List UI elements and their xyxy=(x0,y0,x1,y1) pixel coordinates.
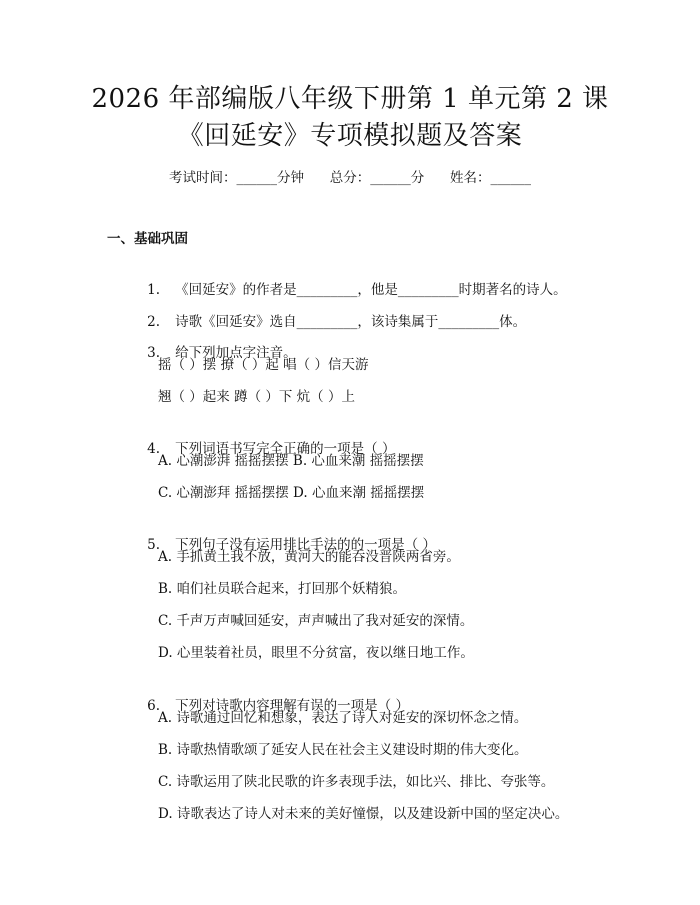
pinyin-line: 摇（ ）摆 撩（ ）起 唱（ ）信天游 xyxy=(158,357,369,373)
question-text: 《回延安》的作者是_________，他是_________时期著名的诗人。 xyxy=(175,282,567,298)
question-number: 2. xyxy=(147,314,161,330)
title-line-2: 《回延安》专项模拟题及答案 xyxy=(177,121,523,151)
option-d: D. 心里装着社员，眼里不分贫富，夜以继日地工作。 xyxy=(158,645,474,661)
question-text: 下列句子没有运用排比手法的的一项是（ ） xyxy=(175,537,436,553)
question-number: 5. xyxy=(147,537,161,553)
section-heading: 一、基础巩固 xyxy=(107,231,188,247)
question-number: 4. xyxy=(147,441,161,457)
option-c: C. 千声万声喊回延安，声声喊出了我对延安的深情。 xyxy=(158,613,474,629)
exam-meta: 考试时间：______分钟 总分：______分 姓名：______ xyxy=(169,170,531,186)
option-d: D. 诗歌表达了诗人对未来的美好憧憬，以及建设新中国的坚定决心。 xyxy=(158,806,569,822)
option-c: C. 诗歌运用了陕北民歌的许多表现手法，如比兴、排比、夸张等。 xyxy=(158,774,555,790)
question-text: 下列对诗歌内容理解有误的一项是（ ） xyxy=(175,698,409,714)
option-b: B. 咱们社员联合起来，打回那个妖精狼。 xyxy=(158,581,407,597)
question-number: 1. xyxy=(147,282,161,298)
question-text: 诗歌《回延安》选自_________，该诗集属于_________体。 xyxy=(175,314,527,330)
option-a: A. 诗歌通过回忆和想象，表达了诗人对延安的深切怀念之情。 xyxy=(158,710,528,726)
pinyin-line: 翘（ ）起来 蹲（ ）下 炕（ ）上 xyxy=(158,389,355,405)
option-line: C. 心潮澎拜 摇摇摆摆 D. 心血来潮 摇摇摆摆 xyxy=(158,485,425,501)
question-number: 3. xyxy=(147,345,161,361)
title-line-1: 2026 年部编版八年级下册第 1 单元第 2 课 xyxy=(91,84,609,114)
option-line: A. 心潮澎湃 摇摇摆摆 B. 心血来潮 摇摇摆摆 xyxy=(158,453,424,469)
option-b: B. 诗歌热情歌颂了延安人民在社会主义建设时期的伟大变化。 xyxy=(158,742,528,758)
option-a: A. 手抓黄土我不放，黄河大的能吞没晋陕两省旁。 xyxy=(158,549,460,565)
question-text: 给下列加点字注音。 xyxy=(175,345,297,361)
question-number: 6. xyxy=(147,698,161,714)
question-text: 下列词语书写完全正确的一项是（ ） xyxy=(175,441,396,457)
